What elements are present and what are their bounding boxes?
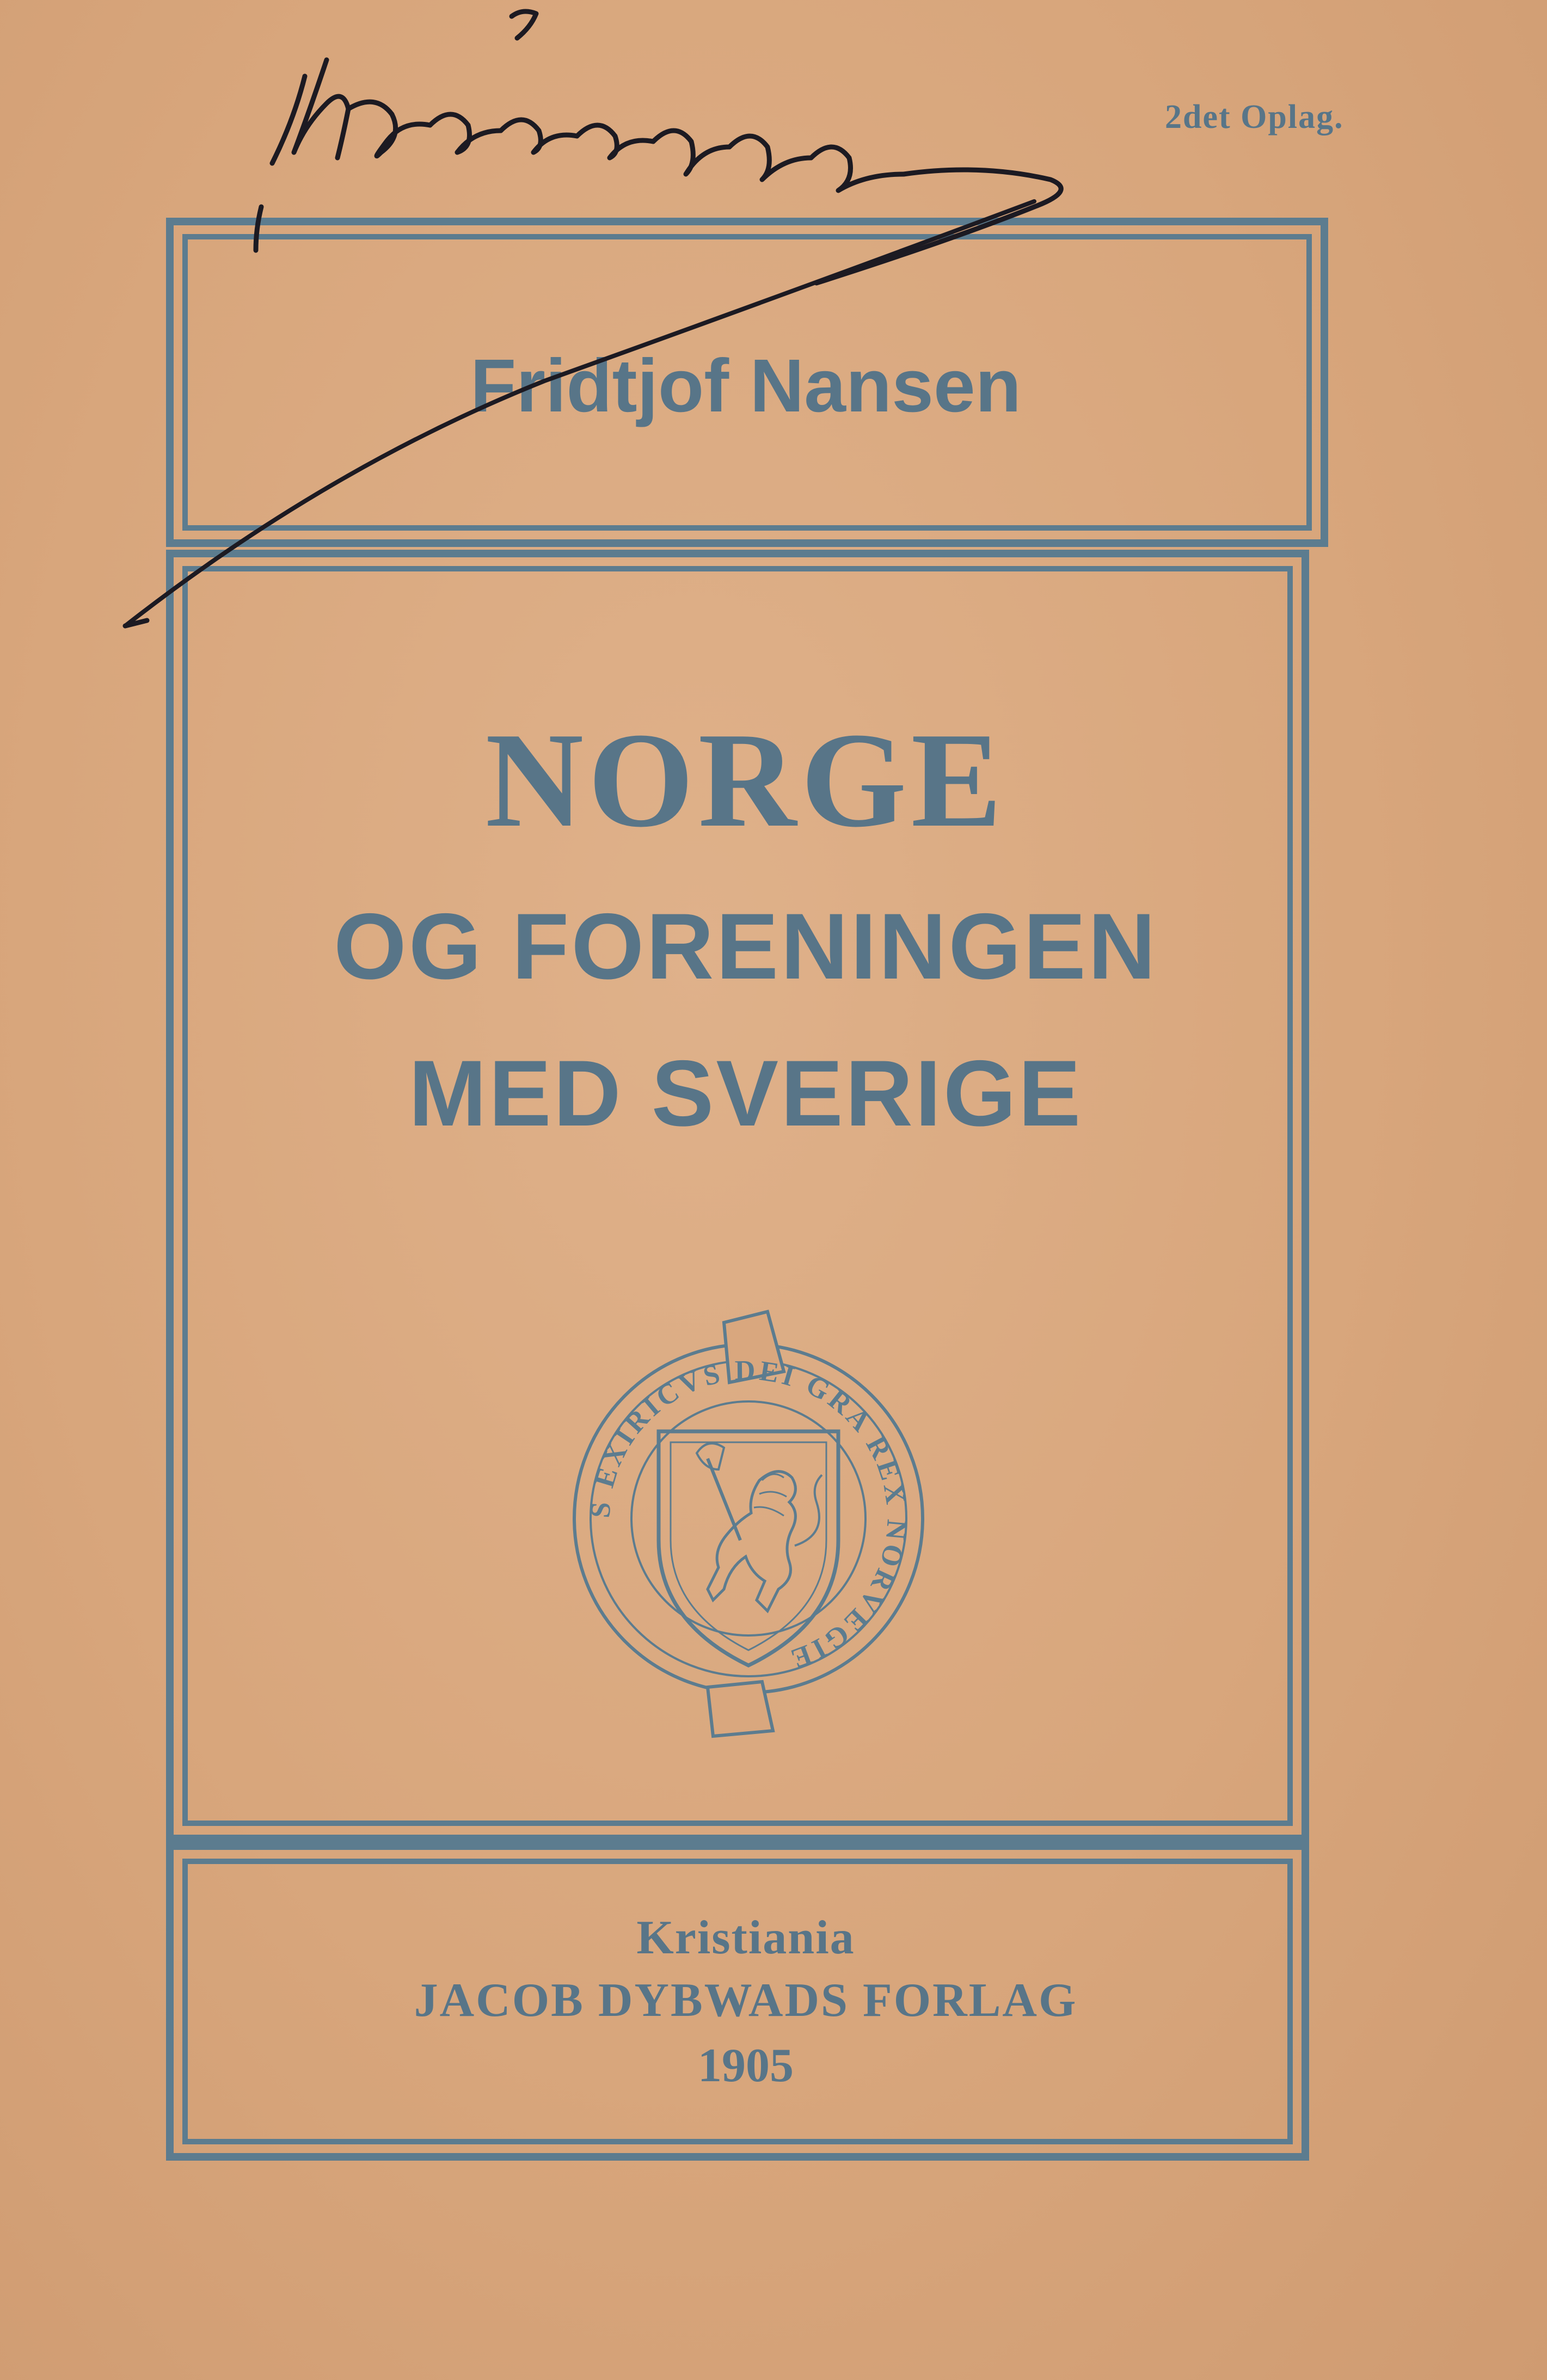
title-line-3: MED SVERIGE [408, 1041, 1083, 1146]
handwritten-signature-icon [0, 0, 1547, 708]
title-line-2: OG FORENINGEN [333, 894, 1158, 999]
edition-label: 2det Oplag. [1165, 99, 1344, 136]
author-name: Fridtjof Nansen [470, 344, 1022, 428]
publisher-city: Kristiania [636, 1911, 855, 1964]
publisher-name: JACOB DYBWADS FORLAG [414, 1974, 1078, 2027]
seal-legend: S EXIRICVS DEI GRA REX NORVEGIE [585, 1355, 912, 1676]
royal-seal-icon [544, 1306, 953, 1742]
title-line-1: NORGE [485, 705, 1006, 856]
publication-year: 1905 [698, 2039, 794, 2092]
